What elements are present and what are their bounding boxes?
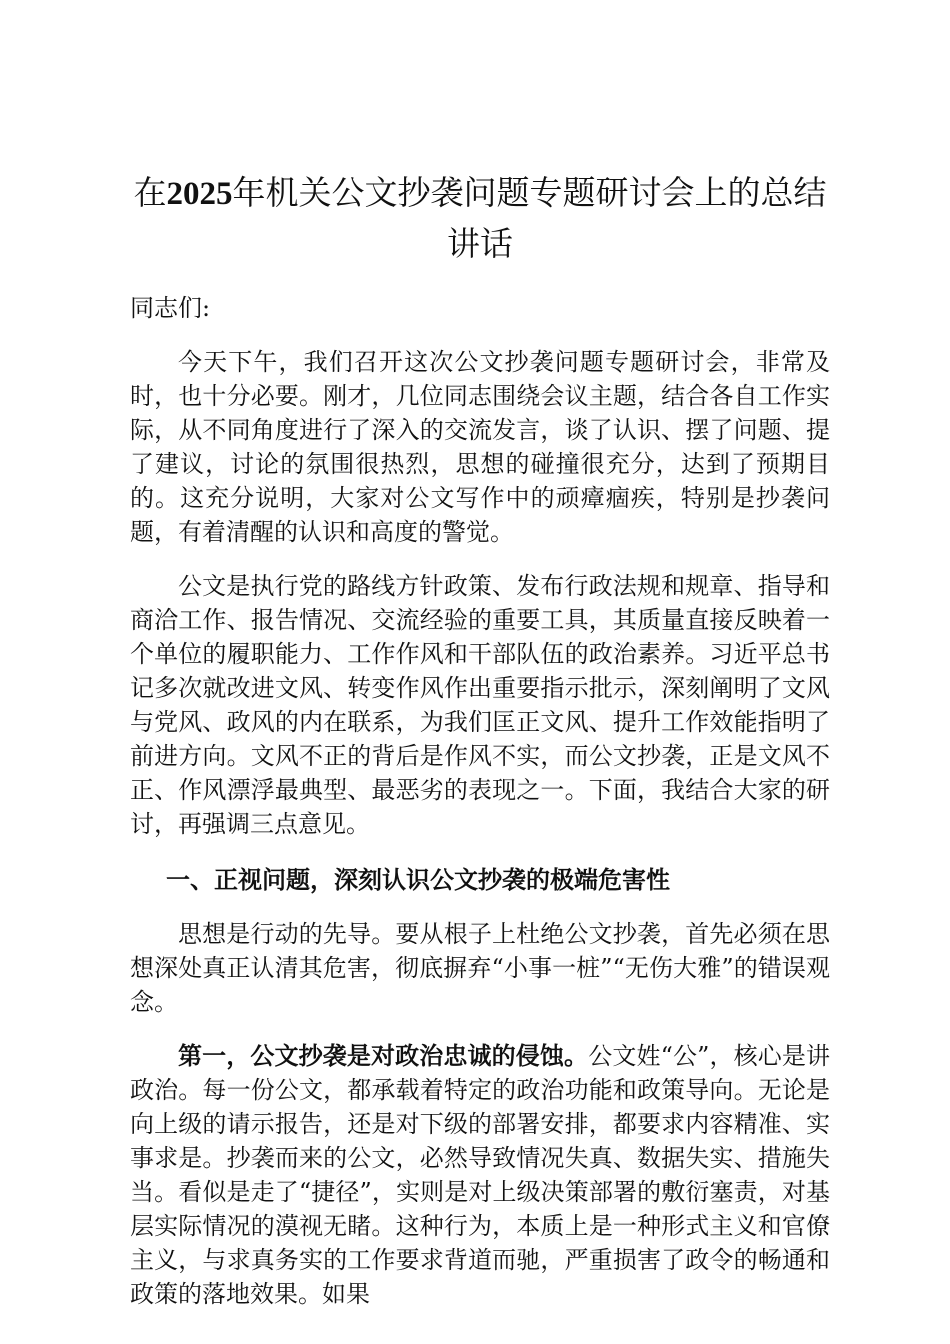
title-rest: 年机关公文抄袭问题专题研讨会上的总结讲话 <box>232 173 827 263</box>
title-prefix: 在 <box>133 173 167 212</box>
point-one-paragraph <box>130 1039 830 1311</box>
section-intro: 思想是行动的先导。要从根子上杜绝公文抄袭，首先必须在思想深处真正认清其危害，彻底摒弃“小事一桩”“无伤大雅”的错误观念。 <box>130 920 830 1016</box>
title-year: 2025 <box>166 176 233 212</box>
point-one-lead: 第一，公文抄袭是对政治忠诚的侵蚀。 <box>178 1041 589 1070</box>
point-one-body: 公文姓“公”，核心是讲政治。每一份公文，都承载着特定的政治功能和政策导向。无论是向上级的请示报告，还是对下级的部署安排，都要求内容精准、实事求是。抄袭而来的公文，必然导致情况失真、数据失实、措施失当。看似是走了“捷径”，实则是对上级决策部署的敷衍塞责，对基层实际情况的漠视无睹。这种行为，本质上是一种形式主义和官僚主义，与求真务实的工作要求背道而驰，严重损害了政令的畅通和政策的落地效果。如果 <box>130 1042 831 1308</box>
document-title <box>130 168 830 269</box>
document-page <box>130 168 830 1311</box>
paragraph-context: 公文是执行党的路线方针政策、发布行政法规和规章、指导和商洽工作、报告情况、交流经验的重要工具，其质量直接反映着一个单位的履职能力、工作作风和干部队伍的政治素养。习近平总书记多次就改进文风、转变作风作出重要指示批示，深刻阐明了文风与党风、政风的内在联系，为我们匡正文风、提升工作效能指明了前进方向。文风不正的背后是作风不实，而公文抄袭，正是文风不正、作风漂浮最典型、最恶劣的表现之一。下面，我结合大家的研讨，再强调三点意见。 <box>130 572 830 838</box>
paragraph-opening: 今天下午，我们召开这次公文抄袭问题专题研讨会，非常及时，也十分必要。刚才，几位同志围绕会议主题，结合各自工作实际，从不同角度进行了深入的交流发言，谈了认识、摆了问题、提了建议，讨论的氛围很热烈，思想的碰撞很充分，达到了预期目的。这充分说明，大家对公文写作中的顽瘴痼疾，特别是抄袭问题，有着清醒的认识和高度的警觉。 <box>130 348 830 546</box>
salutation: 同志们: <box>130 294 211 322</box>
section-heading: 一、正视问题，深刻认识公文抄袭的极端危害性 <box>166 865 670 894</box>
